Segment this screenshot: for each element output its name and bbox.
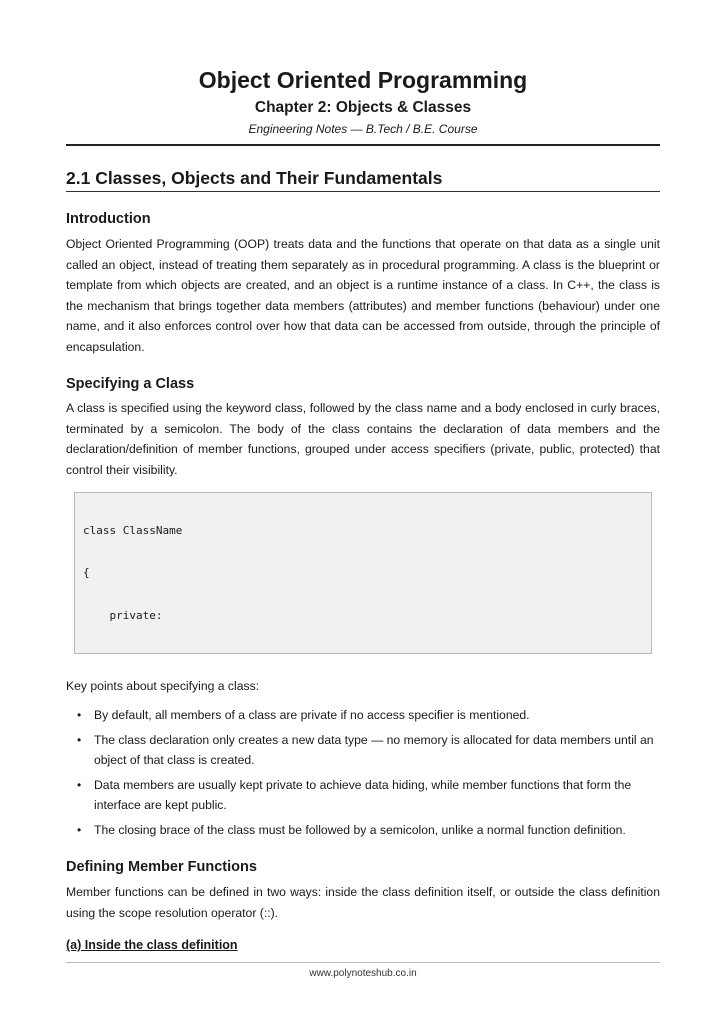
bullet-icon: • <box>77 732 82 747</box>
code-line: class ClassName <box>83 523 183 537</box>
code-line: { <box>83 566 90 580</box>
code-line <box>83 652 651 654</box>
introduction-heading: Introduction <box>66 211 151 227</box>
list-item-text: Data members are usually kept private to achieve data hiding, while member functions that form the interface are kept public. <box>94 777 632 813</box>
doc-chapter: Chapter 2: Objects & Classes <box>254 99 472 116</box>
defining-paragraph: Member functions can be defined in two ways: inside the class definition itself, or outside the class definition using the scope resolution operator (::). <box>66 885 660 920</box>
bullet-icon: • <box>77 822 82 837</box>
specifying-paragraph: A class is specified using the keyword class, followed by the class name and a body enclosed in curly braces, terminated by a semicolon. The body of the class contains the declaration of data members and the declaration/definition of member functions, grouped under access specifiers (private, public, protected) that control their visibility. <box>66 401 660 477</box>
section-divider <box>66 191 660 192</box>
header-divider <box>66 144 660 146</box>
list-item <box>66 820 660 841</box>
code-block <box>74 492 652 654</box>
code-line: private: <box>83 609 163 622</box>
key-points-list <box>66 705 660 841</box>
bullet-icon: • <box>77 708 82 722</box>
footer-divider <box>66 962 660 963</box>
list-item-text: By default, all members of a class are private if no access specifier is mentioned. <box>94 708 530 722</box>
doc-title: Object Oriented Programming <box>198 67 528 93</box>
defining-heading: Defining Member Functions <box>66 859 257 875</box>
list-item <box>66 775 660 816</box>
list-item <box>66 705 660 726</box>
footer-url[interactable]: www.polynoteshub.co.in <box>309 968 417 979</box>
introduction-paragraph: Object Oriented Programming (OOP) treats data and the functions that operate on that data as a single unit called an object, instead of treating them separately as in procedural programming. A class is the blueprint or template from which objects are created, and an object is a runtime instance of a class. In C++, the class is the mechanism that brings together data members (attributes) and member functions (behaviour) under one name, and it also enforces control over how that data can be accessed from outside, through the principle of encapsulation. <box>66 237 660 354</box>
list-item-text: The class declaration only creates a new data type — no memory is allocated for data members until an object of that class is created. <box>94 732 654 768</box>
section-title: 2.1 Classes, Objects and Their Fundamentals <box>66 168 443 188</box>
key-points-intro: Key points about specifying a class: <box>66 679 260 693</box>
list-item-text: The closing brace of the class must be followed by a semicolon, unlike a normal function definition. <box>94 822 626 837</box>
specifying-heading: Specifying a Class <box>66 376 195 392</box>
bullet-icon: • <box>77 777 82 792</box>
doc-subtitle: Engineering Notes — B.Tech / B.E. Course <box>248 122 478 136</box>
defining-subheading: (a) Inside the class definition <box>66 938 238 952</box>
list-item <box>66 730 660 771</box>
